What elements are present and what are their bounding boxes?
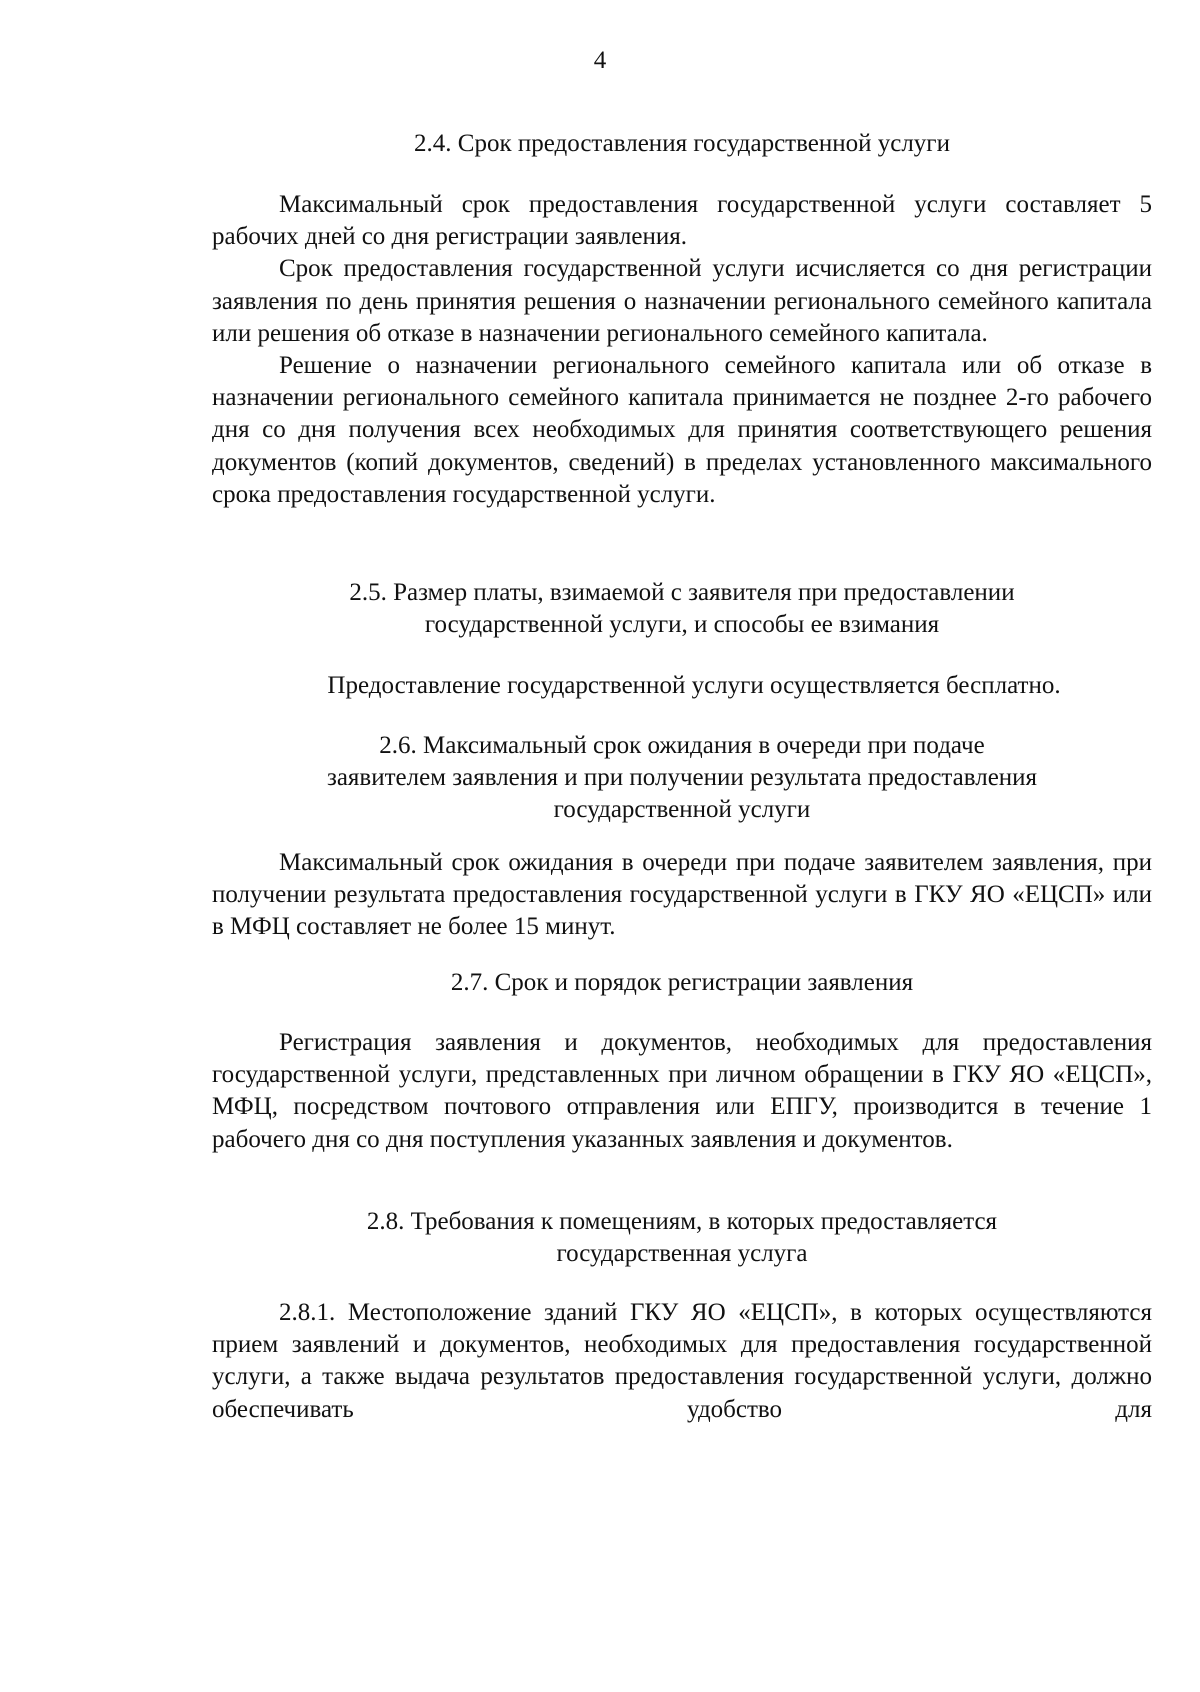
section-2-6-body — [212, 847, 1152, 944]
section-2-8-heading-line-2: государственная услуга — [556, 1240, 808, 1268]
section-2-5-body — [212, 670, 1152, 702]
section-2-8-heading — [212, 1206, 1152, 1270]
section-2-7-paragraph-1: Регистрация заявления и документов, необходимых для предоставления государственной услуги, представленных при личном обращении в ГКУ ЯО «ЕЦСП», МФЦ, посредством почтового отправления или ЕПГУ, производится в течение 1 рабочего дня со дня поступления указанных заявления и документов. — [212, 1029, 1152, 1153]
section-2-8-body — [212, 1297, 1152, 1426]
section-2-8-1-paragraph: 2.8.1. Местоположение зданий ГКУ ЯО «ЕЦСП», в которых осуществляются прием заявлений и документов, необходимых для предоставления государственной услуги, а также выдача результатов предоставления государственной услуги, должно обеспечивать удобство для — [212, 1299, 1152, 1423]
section-2-6-heading-line-3: государственной услуги — [553, 796, 811, 824]
section-2-6-heading-line-2: заявителем заявления и при получении результата предоставления — [326, 764, 1038, 792]
section-2-5-heading-line-2: государственной услуги, и способы ее взимания — [424, 611, 940, 639]
section-2-7-body — [212, 1027, 1152, 1156]
section-2-7-heading — [212, 967, 1152, 999]
section-2-4-heading-text: 2.4. Срок предоставления государственной услуги — [414, 130, 950, 157]
section-2-6-heading-line-1: 2.6. Максимальный срок ожидания в очереди при подаче — [379, 732, 985, 759]
section-2-7-heading-text: 2.7. Срок и порядок регистрации заявления — [450, 969, 914, 996]
page-number: 4 — [593, 47, 607, 74]
section-2-5-paragraph-1: Предоставление государственной услуги осуществляется бесплатно. — [327, 672, 1061, 699]
section-2-4-paragraph-2: Срок предоставления государственной услуги исчисляется со дня регистрации заявления по день принятия решения о назначении регионального семейного капитала или решения об отказе в назначении регионального семейного капитала. — [212, 255, 1152, 347]
section-2-5-heading-line-1: 2.5. Размер платы, взимаемой с заявителя при предоставлении — [349, 579, 1015, 606]
section-2-4-paragraph-1: Максимальный срок предоставления государственной услуги составляет 5 рабочих дней со дня регистрации заявления. — [212, 191, 1152, 251]
section-2-8-heading-line-1: 2.8. Требования к помещениям, в которых предоставляется — [366, 1208, 998, 1235]
section-2-5-heading — [212, 577, 1152, 641]
section-2-4-paragraph-3: Решение о назначении регионального семейного капитала или об отказе в назначении регионального семейного капитала принимается не позднее 2-го рабочего дня со дня получения всех необходимых для принятия соответствующего решения документов (копий документов, сведений) в пределах установленного максимального срока предоставления государственной услуги. — [212, 352, 1152, 508]
section-2-6-paragraph-1: Максимальный срок ожидания в очереди при подаче заявителем заявления, при получении результата предоставления государственной услуги в ГКУ ЯО «ЕЦСП» или в МФЦ составляет не более 15 минут. — [212, 849, 1152, 941]
section-2-4-body — [212, 189, 1152, 511]
section-2-6-heading — [212, 730, 1152, 827]
section-2-4-heading — [212, 128, 1152, 160]
